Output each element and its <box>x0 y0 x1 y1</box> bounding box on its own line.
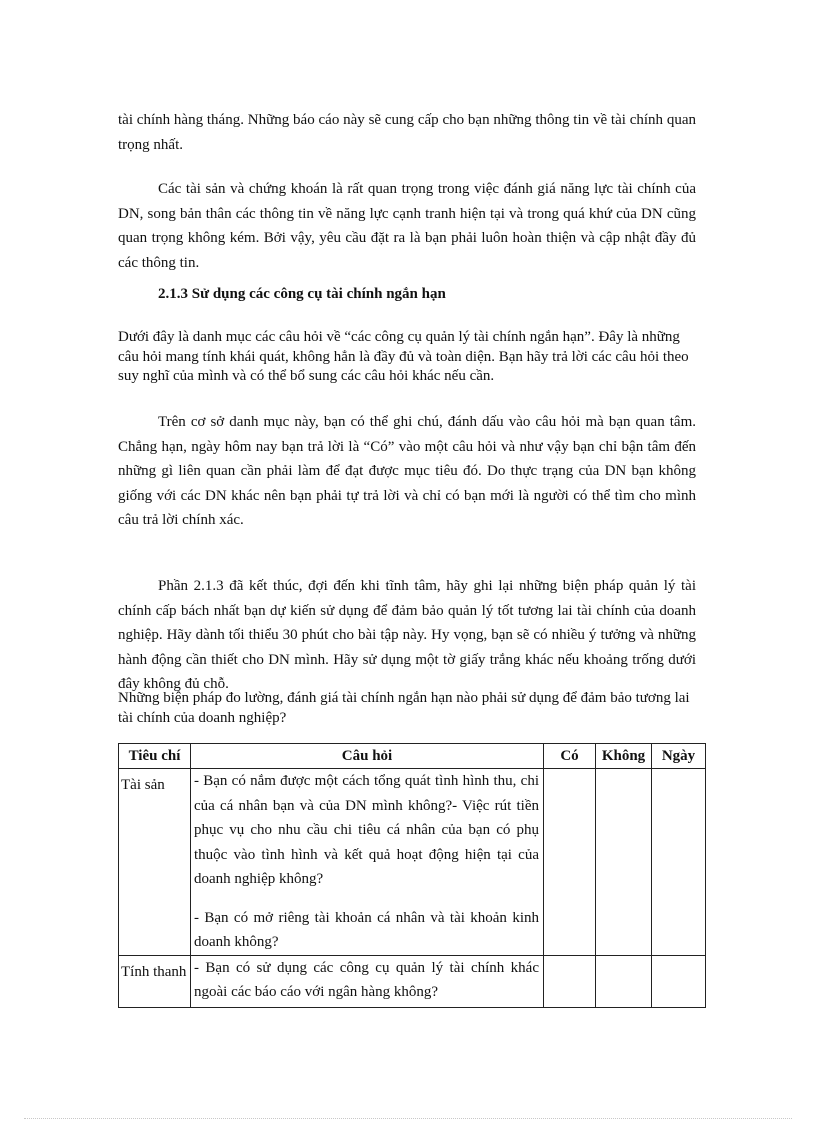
question-cell: - Bạn có sử dụng các công cụ quản lý tài chính khác ngoài các báo cáo với ngân hàng không? <box>191 955 544 1007</box>
table-row <box>119 955 706 1007</box>
header-no: Không <box>596 744 652 769</box>
answer-date-cell[interactable] <box>652 769 706 956</box>
paragraph-measures-question: Những biện pháp đo lường, đánh giá tài chính ngắn hạn nào phải sử dụng để đảm bảo tương lai tài chính của doanh nghiệp? <box>118 690 690 726</box>
paragraph-financial-reports: tài chính hàng tháng. Những báo cáo này sẽ cung cấp cho bạn những thông tin về tài chính quan trọng nhất. <box>118 112 696 153</box>
answer-date-cell[interactable] <box>652 955 706 1007</box>
header-yes: Có <box>544 744 596 769</box>
page-bottom-divider <box>24 1118 792 1119</box>
header-date: Ngày <box>652 744 706 769</box>
paragraph-assets: Các tài sản và chứng khoán là rất quan trọng trong việc đánh giá năng lực tài chính của DN, song bản thân các thông tin về năng lực cạnh tranh hiện tại và trong quá khứ của DN cũng quan trọng không kém. Bởi vậy, yêu cầu đặt ra là bạn phải luôn hoàn thiện và cập nhật đầy đủ các thông tin. <box>118 181 696 271</box>
header-criterion: Tiêu chí <box>119 744 191 769</box>
question-text: - Bạn có mở riêng tài khoản cá nhân và tài khoản kinh doanh không? <box>194 909 539 950</box>
paragraph-section-end: Phần 2.1.3 đã kết thúc, đợi đến khi tĩnh tâm, hãy ghi lại những biện pháp quản lý tài chính cấp bách nhất bạn dự kiến sử dụng để đảm bảo quản lý tốt tương lai tài chính của doanh nghiệp. Hãy dành tối thiểu 30 phút cho bài tập này. Hy vọng, bạn sẽ có nhiều ý tưởng và những hành động cần thiết cho DN mình. Hãy sử dụng một tờ giấy trắng khác nếu khoảng trống dưới đây không đủ chỗ. <box>118 578 696 692</box>
answer-yes-cell[interactable] <box>544 955 596 1007</box>
question-cell <box>191 769 544 956</box>
question-table <box>118 743 706 1008</box>
answer-yes-cell[interactable] <box>544 769 596 956</box>
header-question: Câu hỏi <box>191 744 544 769</box>
section-heading: 2.1.3 Sử dụng các công cụ tài chính ngắn hạn <box>158 286 446 302</box>
answer-no-cell[interactable] <box>596 769 652 956</box>
table-header-row <box>119 744 706 769</box>
criterion-cell: Tài sản <box>119 769 191 956</box>
paragraph-question-list-intro: Dưới đây là danh mục các câu hỏi về “các công cụ quản lý tài chính ngắn hạn”. Đây là những câu hỏi mang tính khái quát, không hẳn là đầy đủ và toàn diện. Bạn hãy trả lời các câu hỏi theo suy nghĩ của mình và có thể bổ sung các câu hỏi khác nếu cần. <box>118 329 689 384</box>
criterion-cell: Tính thanh <box>119 955 191 1007</box>
question-text: - Bạn có nắm được một cách tổng quát tình hình thu, chi của cá nhân bạn và của DN mình không?- Việc rút tiền phục vụ cho nhu cầu chi tiêu cá nhân của bạn có phụ thuộc vào tình hình và kết quả hoạt động hiện tại của doanh nghiệp không? <box>194 773 539 887</box>
answer-no-cell[interactable] <box>596 955 652 1007</box>
table-row <box>119 769 706 956</box>
paragraph-checklist-usage: Trên cơ sở danh mục này, bạn có thể ghi chú, đánh dấu vào câu hỏi mà bạn quan tâm. Chẳng hạn, ngày hôm nay bạn trả lời là “Có” vào một câu hỏi và như vậy bạn chỉ bận tâm đến những gì liên quan cần phải làm để đạt được mục tiêu đó. Do thực trạng của DN bạn không giống với các DN khác nên bạn phải tự trả lời và chỉ có bạn mới là người có thể tìm cho mình câu trả lời chính xác. <box>118 414 696 528</box>
question-spacer <box>194 892 539 906</box>
